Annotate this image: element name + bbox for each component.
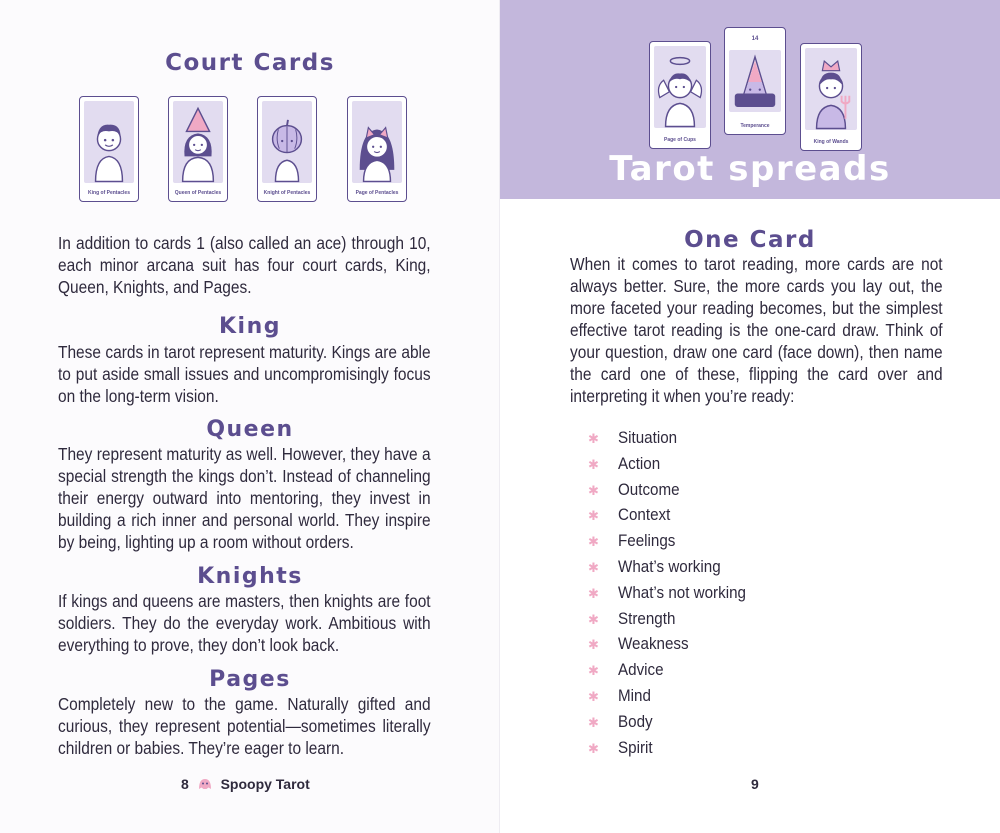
king-illustration <box>84 101 134 183</box>
star-icon: ✱ <box>588 559 599 575</box>
ghost-icon <box>198 778 212 790</box>
card-page-of-pentacles <box>347 96 407 202</box>
card-caption: King of Pentacles <box>88 190 130 196</box>
star-icon: ✱ <box>588 740 599 756</box>
star-icon: ✱ <box>588 534 599 550</box>
star-icon: ✱ <box>588 637 599 653</box>
card-temperance <box>724 27 786 135</box>
king-of-wands-illustration <box>805 48 857 130</box>
left-footer <box>181 776 310 792</box>
temperance-illustration <box>729 50 781 112</box>
one-card-paragraph: When it comes to tarot reading, more cards are not always better. Sure, the more cards you lay out, the more faceted your reading becomes, but the simplest effective tarot reading is the one-card draw. Think of your question, draw one card (face down), then name the card one of these, flipping the card over and interpreting it when you’re ready: <box>570 254 943 406</box>
page-of-cups-illustration <box>654 46 706 128</box>
card-number: 14 <box>751 36 759 42</box>
page-number: 9 <box>751 776 759 792</box>
section-text-knights: If kings and queens are masters, then knights are foot soldiers. They do the everyday work. Ambitious with everything to prove, they don’t look back. <box>58 591 431 655</box>
star-icon: ✱ <box>588 714 599 730</box>
card-caption: Knight of Pentacles <box>263 190 311 196</box>
right-footer <box>751 776 759 792</box>
page-number: 8 <box>181 776 189 792</box>
one-card-heading: One Card <box>684 227 816 253</box>
section-text-pages: Completely new to the game. Naturally gifted and curious, they represent potential—sometimes literally children or babies. They’re eager to learn. <box>58 694 431 758</box>
knight-illustration <box>262 101 312 183</box>
card-caption: Page of Cups <box>664 137 696 143</box>
section-heading-queen: Queen <box>206 417 294 442</box>
card-caption: Page of Pentacles <box>355 190 399 196</box>
right-page: Page of Cups 14 Temperance King of Wands Tarot spreads One Card When it comes to tarot reading, more cards are not always better. Sure, the more cards you lay out, the more faceted your reading becomes, but the simplest effective tarot reading is the one-card draw. Think of your question, draw one card (face down), then name the card one of these, flipping the card over and interpreting it when you’re ready: ✱ Situation ✱ Action ✱ Outcome ✱ Context ✱ Feelings ✱ What’s working ✱ What’s not working ✱ Strength ✱ Weakness ✱ Advice ✱ Mind ✱ Body ✱ Spirit 9 <box>500 0 1000 833</box>
card-caption: King of Wands <box>813 139 849 145</box>
card-king-of-wands <box>800 43 862 151</box>
section-text-queen: They represent maturity as well. However, they have a special strength the kings don’t. Instead of channeling their energy outward into mentoring, they invest in building a rich inner and personal world. They inspire by being, lighting up a room without orders. <box>58 444 431 552</box>
card-page-of-cups <box>649 41 711 149</box>
star-icon: ✱ <box>588 508 599 524</box>
star-icon: ✱ <box>588 431 599 446</box>
court-cards-title: Court Cards <box>165 50 335 76</box>
star-icon: ✱ <box>588 688 599 704</box>
card-queen-of-pentacles <box>168 96 228 202</box>
tarot-spreads-banner <box>500 0 1000 199</box>
section-heading-knights: Knights <box>197 564 303 589</box>
queen-illustration <box>173 101 223 183</box>
card-king-of-pentacles <box>79 96 139 202</box>
card-caption: Temperance <box>740 123 770 129</box>
star-icon: ✱ <box>588 663 599 679</box>
star-icon: ✱ <box>588 585 599 601</box>
card-knight-of-pentacles <box>257 96 317 202</box>
card-caption: Queen of Pentacles <box>174 190 222 196</box>
tarot-spreads-title: Tarot spreads <box>609 149 891 189</box>
intro-paragraph: In addition to cards 1 (also called an ace) through 10, each minor arcana suit has four court cards, King, Queen, Knights, and Pages. <box>58 233 431 297</box>
star-icon: ✱ <box>588 456 599 472</box>
page-illustration <box>352 101 402 183</box>
star-icon: ✱ <box>588 482 599 498</box>
section-heading-king: King <box>219 314 281 339</box>
book-title: Spoopy Tarot <box>220 776 310 792</box>
section-heading-pages: Pages <box>209 667 291 692</box>
section-text-king: These cards in tarot represent maturity. Kings are able to put aside small issues and uncompromisingly focus on the long-term vision. <box>58 342 431 406</box>
star-icon: ✱ <box>588 611 599 627</box>
